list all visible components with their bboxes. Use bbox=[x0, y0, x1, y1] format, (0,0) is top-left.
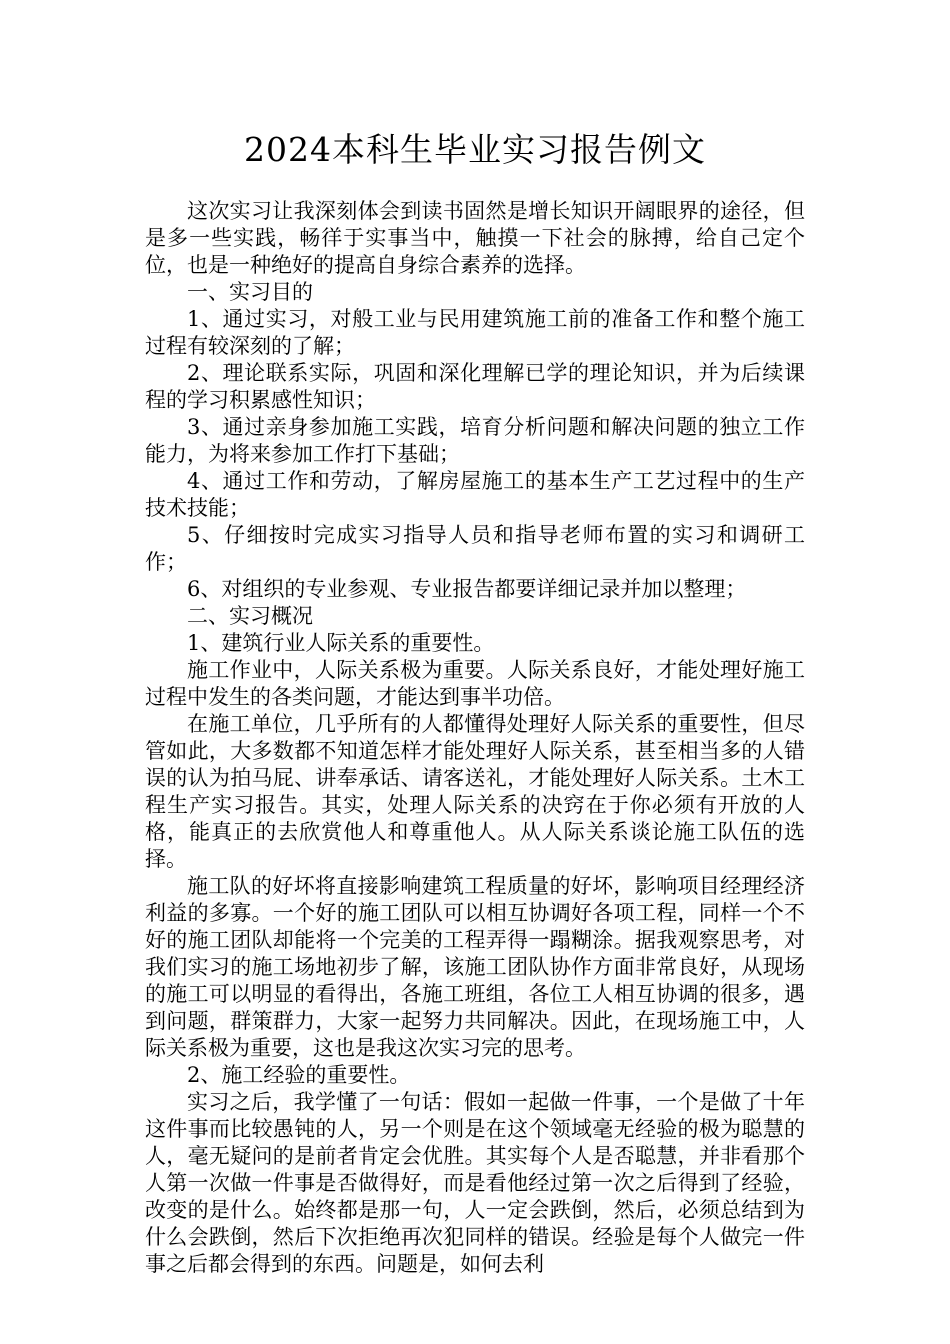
paragraph-relations-2: 在施工单位，几乎所有的人都懂得处理好人际关系的重要性，但尽管如此，大多数都不知道怎样才能处理好人际关系，甚至相当多的人错误的认为拍马屁、讲奉承话、请客送礼，才能处理好人际关系。土木工程生产实习报告。其实，处理人际关系的决窍在于你必须有开放的人格，能真正的去欣赏他人和尊重他人。从人际关系谈论施工队伍的选择。 bbox=[145, 712, 805, 871]
purpose-item-1: 1、通过实习，对般工业与民用建筑施工前的准备工作和整个施工过程有较深刻的了解； bbox=[145, 307, 805, 358]
paragraph-team-quality: 施工队的好坏将直接影响建筑工程质量的好坏，影响项目经理经济利益的多寡。一个好的施工团队可以相互协调好各项工程，同样一个不好的施工团队却能将一个完美的工程弄得一蹋糊涂。据我观察思考，对我们实习的施工场地初步了解，该施工团队协作方面非常良好，从现场的施工可以明显的看得出，各施工班组，各位工人相互协调的很多，遇到问题，群策群力，大家一起努力共同解决。因此，在现场施工中，人际关系极为重要，这也是我这次实习完的思考。 bbox=[145, 874, 805, 1060]
section-heading-purpose: 一、实习目的 bbox=[187, 280, 313, 304]
section-heading-overview: 二、实习概况 bbox=[187, 604, 313, 628]
paragraph-relations-1: 施工作业中，人际关系极为重要。人际关系良好，才能处理好施工过程中发生的各类问题，才能达到事半功倍。 bbox=[145, 658, 805, 709]
purpose-item-3: 3、通过亲身参加施工实践，培育分析问题和解决问题的独立工作能力，为将来参加工作打下基础； bbox=[145, 415, 805, 466]
document-title: 2024本科生毕业实习报告例文 bbox=[244, 130, 706, 169]
paragraph-experience: 实习之后，我学懂了一句话：假如一起做一件事，一个是做了十年这件事而比较愚钝的人，另一个则是在这个领域毫无经验的极为聪慧的人，毫无疑问的是前者肯定会优胜。其实每个人是否聪慧，并非看那个人第一次做一件事是否做得好，而是看他经过第一次之后得到了经验，改变的是什么。始终都是那一句，人一定会跌倒，然后，必须总结到为什么会跌倒，然后下次拒绝再次犯同样的错误。经验是每个人做完一件事之后都会得到的东西。问题是，如何去利 bbox=[145, 1090, 805, 1276]
purpose-item-5: 5、仔细按时完成实习指导人员和指导老师布置的实习和调研工作； bbox=[145, 523, 805, 574]
paragraph-intro: 这次实习让我深刻体会到读书固然是增长知识开阔眼界的途径，但是多一些实践，畅徉于实事当中，触摸一下社会的脉搏，给自己定个位，也是一种绝好的提高自身综合素养的选择。 bbox=[145, 199, 805, 277]
purpose-item-2: 2、理论联系实际，巩固和深化理解已学的理论知识，并为后续课程的学习积累感性知识； bbox=[145, 361, 805, 412]
subheading-experience: 2、施工经验的重要性。 bbox=[187, 1063, 411, 1087]
document-body bbox=[145, 198, 805, 1278]
subheading-relations: 1、建筑行业人际关系的重要性。 bbox=[187, 631, 495, 655]
purpose-item-6: 6、对组织的专业参观、专业报告都要详细记录并加以整理； bbox=[187, 577, 747, 601]
purpose-item-4: 4、通过工作和劳动，了解房屋施工的基本生产工艺过程中的生产技术技能； bbox=[145, 469, 805, 520]
